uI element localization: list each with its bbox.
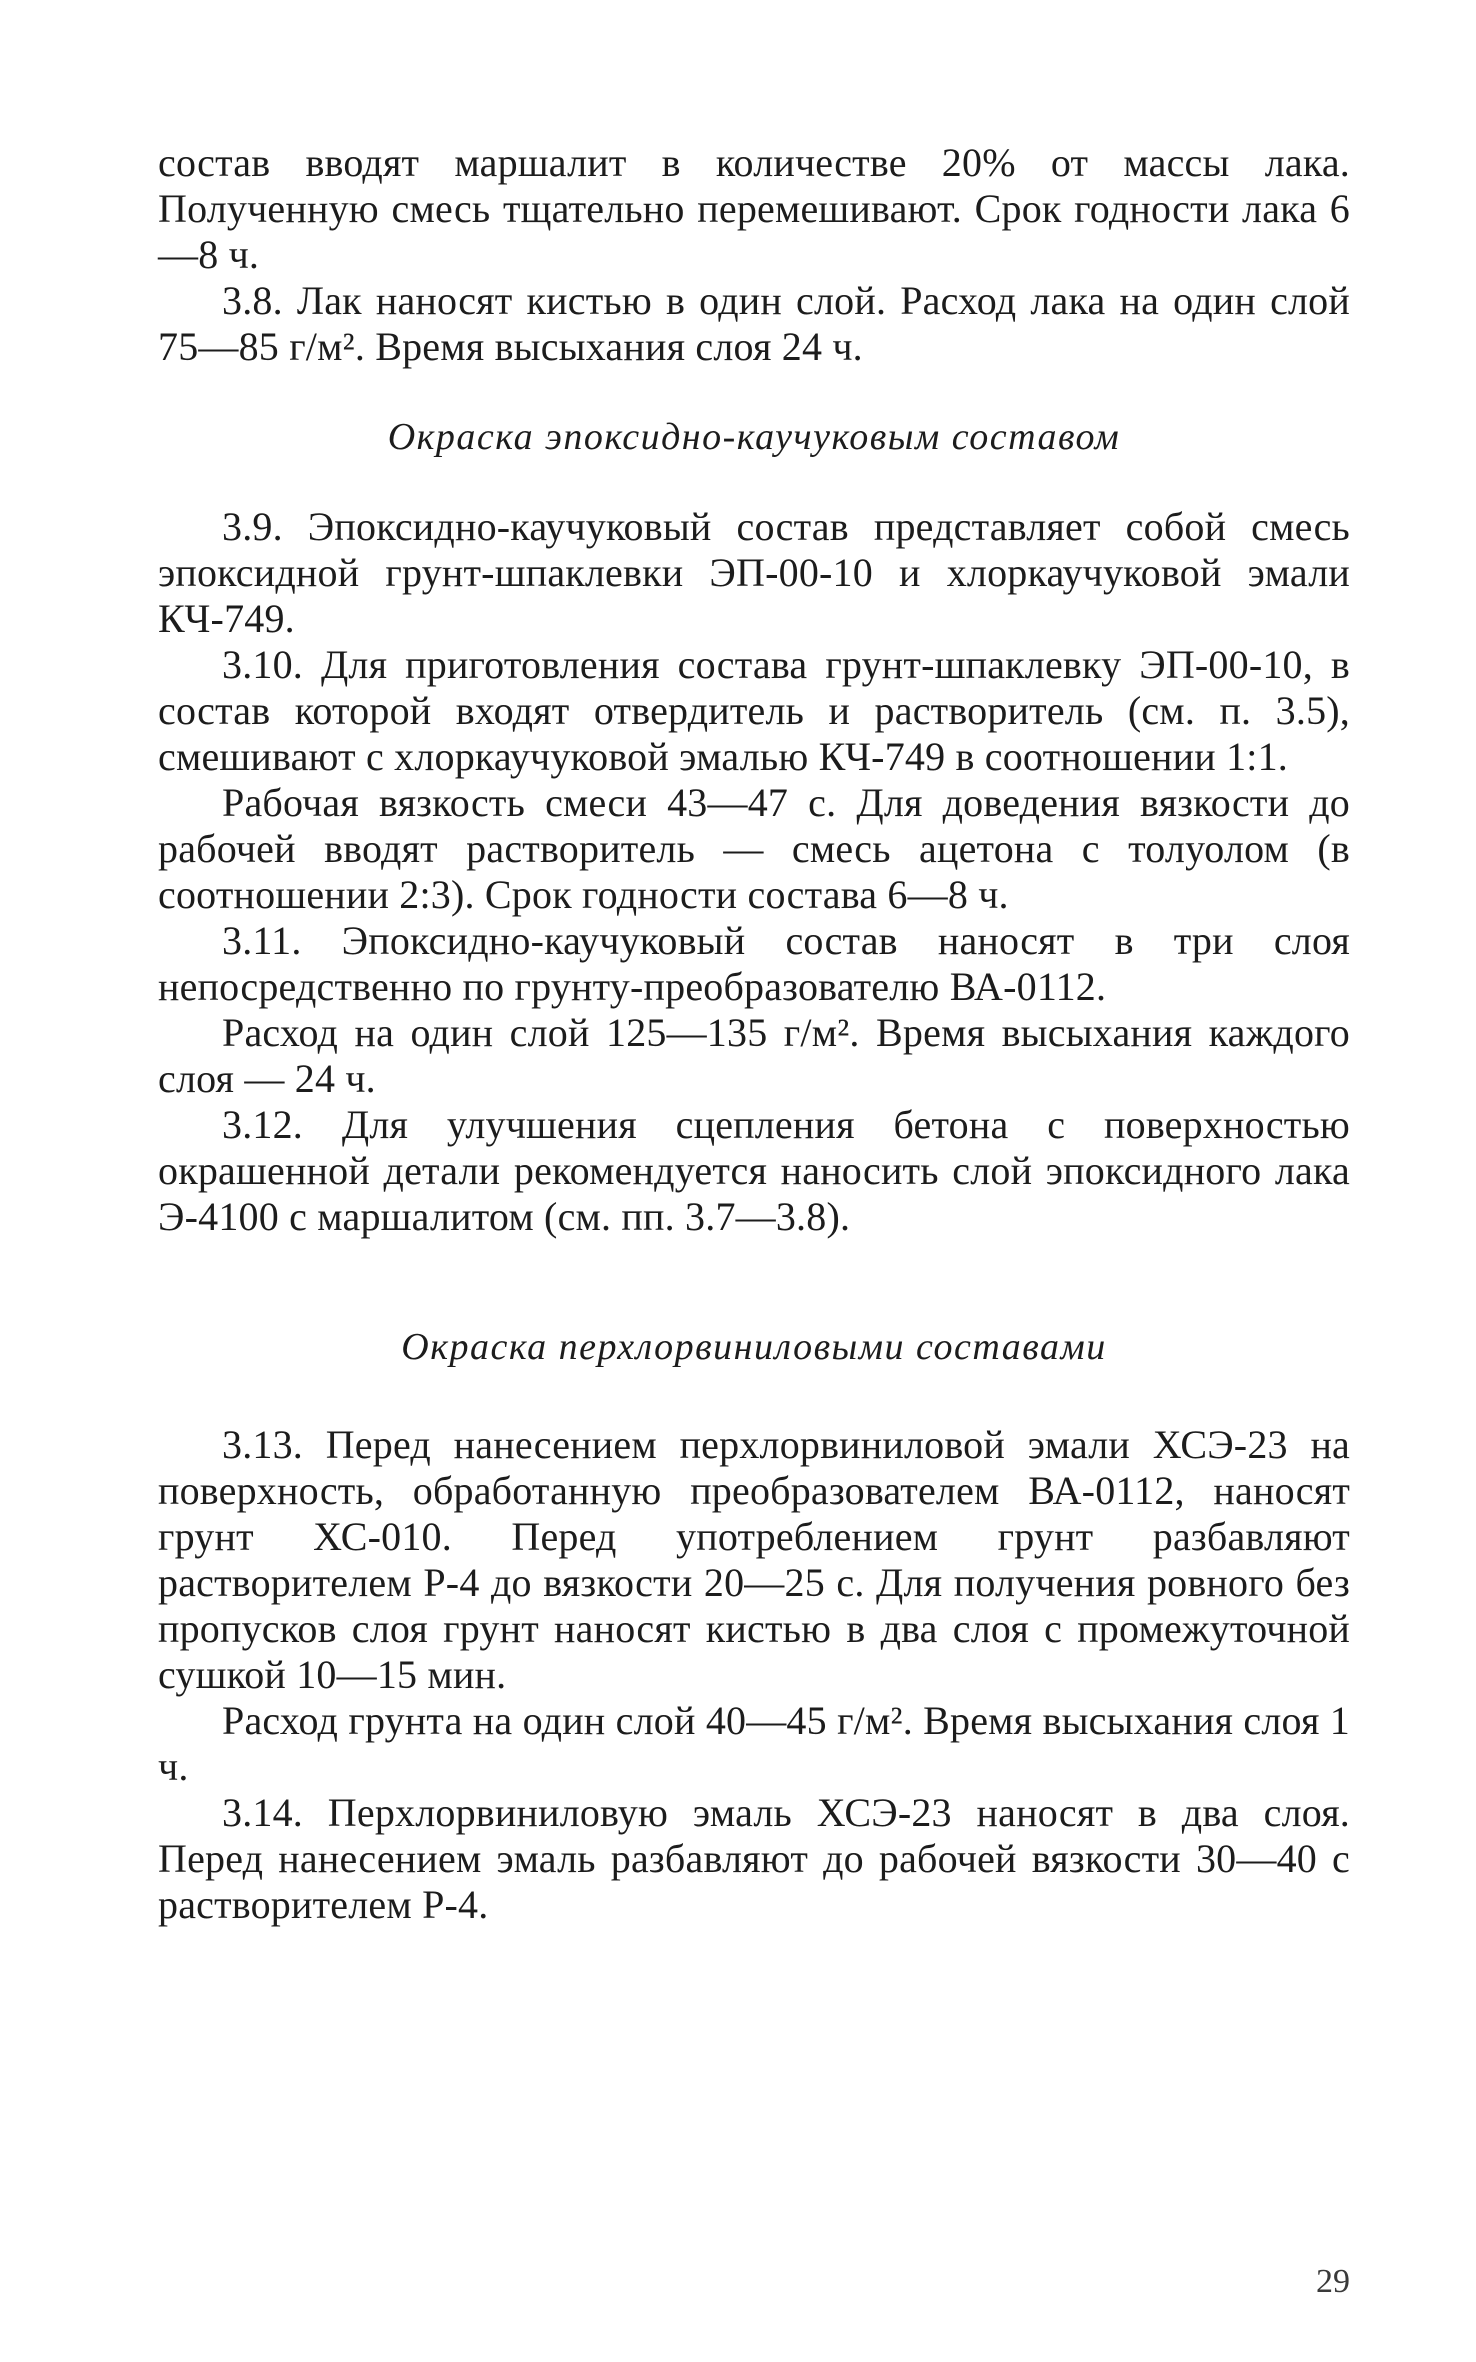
paragraph-working-viscosity: Рабочая вязкость смеси 43—47 с. Для доведения вязкости до рабочей вводят растворитель — смесь ацетона с толуолом (в соотношении 2:3). Срок годности состава 6—8 ч. — [158, 780, 1350, 917]
paragraph-3-12: 3.12. Для улучшения сцепления бетона с поверхностью окрашенной детали рекомендуется наносить слой эпоксидного лака Э-4100 с маршалитом (см. пп. 3.7—3.8). — [158, 1102, 1350, 1239]
paragraph-consumption: Расход на один слой 125—135 г/м². Время высыхания каждого слоя — 24 ч. — [158, 1010, 1350, 1101]
paragraph-continued: состав вводят маршалит в количестве 20% от массы лака. Полученную смесь тщательно перемешивают. Срок годности лака 6—8 ч. — [158, 140, 1350, 277]
paragraph-3-9: 3.9. Эпоксидно-каучуковый состав представляет собой смесь эпоксидной грунт-шпаклевки ЭП-00-10 и хлоркаучуковой эмали КЧ-749. — [158, 504, 1350, 641]
paragraph-3-13: 3.13. Перед нанесением перхлорвиниловой эмали ХСЭ-23 на поверхность, обработанную преобразователем ВА-0112, наносят грунт ХС-010. Перед употреблением грунт разбавляют растворителем Р-4 до вязкости 20—25 с. Для получения ровного без пропусков слоя грунт наносят кистью в два слоя с промежуточной сушкой 10—15 мин. — [158, 1422, 1350, 1697]
paragraph-3-10: 3.10. Для приготовления состава грунт-шпаклевку ЭП-00-10, в состав которой входят отвердитель и растворитель (см. п. 3.5), смешивают с хлоркаучуковой эмалью КЧ-749 в соотношении 1:1. — [158, 642, 1350, 779]
page-number: 29 — [1316, 2263, 1350, 2300]
paragraph-primer-consumption: Расход грунта на один слой 40—45 г/м². Время высыхания слоя 1 ч. — [158, 1698, 1350, 1789]
page-content — [158, 140, 1350, 1928]
paragraph-3-11: 3.11. Эпоксидно-каучуковый состав наносят в три слоя непосредственно по грунту-преобразователю ВА-0112. — [158, 918, 1350, 1009]
paragraph-3-8: 3.8. Лак наносят кистью в один слой. Расход лака на один слой 75—85 г/м². Время высыхания слоя 24 ч. — [158, 278, 1350, 369]
section-heading-epoxy-rubber: Окраска эпоксидно-каучуковым составом — [387, 416, 1121, 458]
paragraph-3-14: 3.14. Перхлорвиниловую эмаль ХСЭ-23 наносят в два слоя. Перед нанесением эмаль разбавляют до рабочей вязкости 30—40 с растворителем Р-4. — [158, 1790, 1350, 1927]
section-heading-perchlorovinyl: Окраска перхлорвиниловыми составами — [401, 1326, 1107, 1368]
